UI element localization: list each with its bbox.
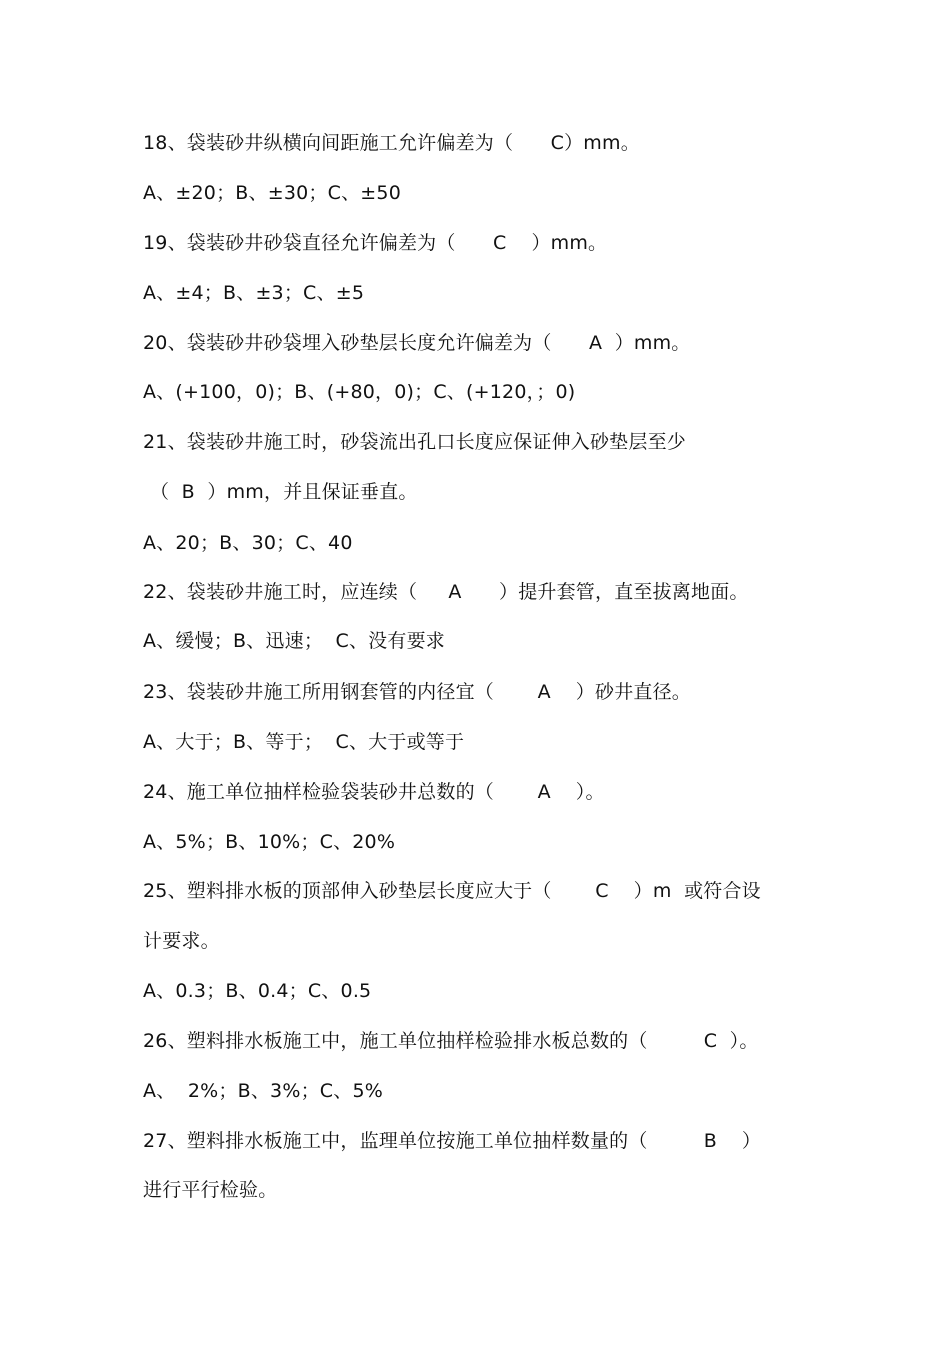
question-22-text: 22、袋装砂井施工时，应连续（ A ）提升套管，直至拔离地面。 <box>143 581 749 603</box>
question-22-options: A、缓慢；B、迅速； C、没有要求 <box>143 630 445 652</box>
question-24-text: 24、施工单位抽样检验袋装砂井总数的（ A ）。 <box>143 781 605 803</box>
question-25-options: A、0.3；B、0.4；C、0.5 <box>143 980 372 1002</box>
question-20-text: 20、袋装砂井砂袋埋入砂垫层长度允许偏差为（ A ）mm。 <box>143 332 691 354</box>
question-19-text: 19、袋装砂井砂袋直径允许偏差为（ C ）mm。 <box>143 232 608 254</box>
question-21-options: A、20；B、30；C、40 <box>143 532 353 554</box>
question-27-text: 27、塑料排水板施工中，监理单位按施工单位抽样数量的（ B ） <box>143 1130 762 1152</box>
question-25-text-continued: 计要求。 <box>143 930 220 952</box>
question-25-text: 25、塑料排水板的顶部伸入砂垫层长度应大于（ C ）m 或符合设 <box>143 880 761 902</box>
question-18-options: A、±20；B、±30；C、±50 <box>143 182 401 204</box>
question-21-text-continued: （ B ）mm，并且保证垂直。 <box>150 481 418 503</box>
question-26-options: A、 2%；B、3%；C、5% <box>143 1080 384 1102</box>
question-18-text: 18、袋装砂井纵横向间距施工允许偏差为（ C）mm。 <box>143 132 640 154</box>
question-24-options: A、5%；B、10%；C、20% <box>143 831 396 853</box>
question-27-text-continued: 进行平行检验。 <box>143 1179 278 1201</box>
question-20-options: A、(+100，0)；B、(+80，0)；C、(+120，；0) <box>143 381 576 403</box>
question-19-options: A、±4；B、±3；C、±5 <box>143 282 365 304</box>
question-23-options: A、大于；B、等于； C、大于或等于 <box>143 731 465 753</box>
question-26-text: 26、塑料排水板施工中，施工单位抽样检验排水板总数的（ C ）。 <box>143 1030 759 1052</box>
question-23-text: 23、袋装砂井施工所用钢套管的内径宜（ A ）砂井直径。 <box>143 681 692 703</box>
question-21-text: 21、袋装砂井施工时，砂袋流出孔口长度应保证伸入砂垫层至少 <box>143 431 686 453</box>
